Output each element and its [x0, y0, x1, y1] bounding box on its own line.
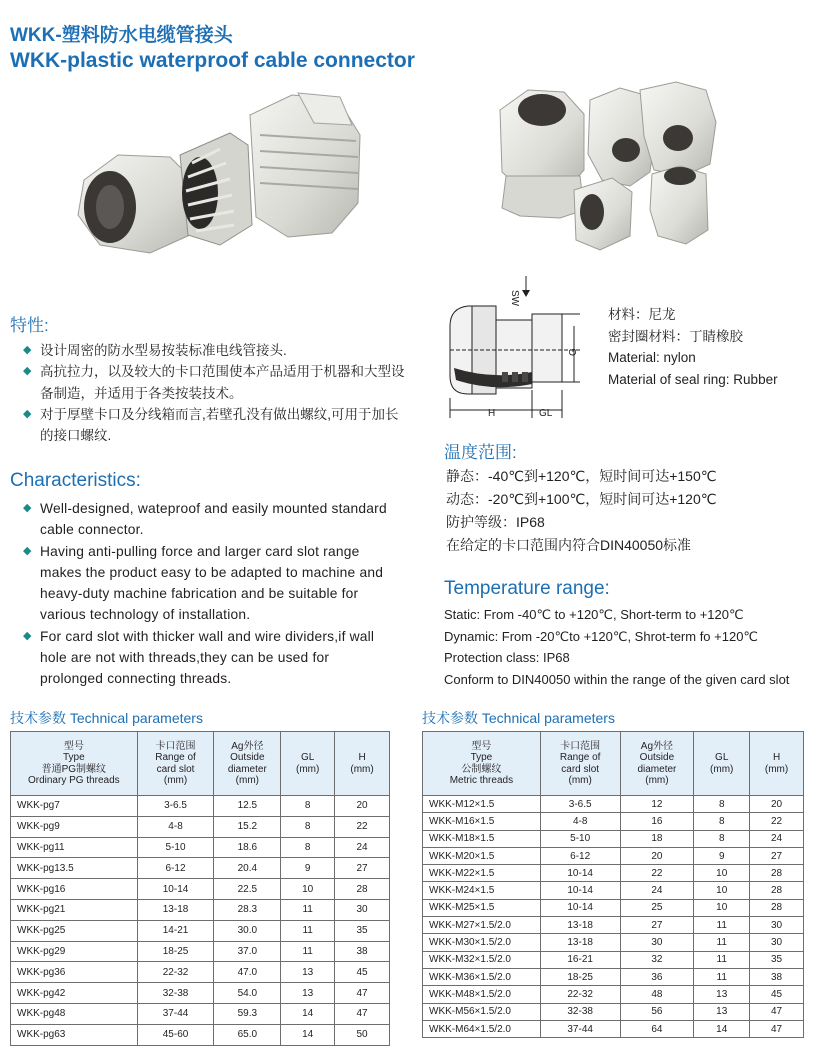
g-dimension-label: G [568, 348, 579, 356]
range-cell: 13-18 [540, 917, 620, 934]
outside-diameter-cell: 22.5 [214, 879, 281, 900]
material-block [608, 304, 778, 390]
h-cell: 47 [335, 1003, 390, 1024]
seal-material-cn: 密封圈材料：丁睛橡胶 [608, 328, 743, 344]
outside-diameter-cell: 25 [620, 899, 694, 916]
gl-cell: 13 [694, 986, 750, 1003]
gl-cell: 14 [281, 1003, 335, 1024]
gl-cell: 8 [694, 813, 750, 830]
outside-diameter-cell: 22 [620, 865, 694, 882]
range-cell: 37-44 [540, 1020, 620, 1037]
range-cell: 10-14 [137, 879, 214, 900]
table-row [423, 813, 804, 830]
table-row [11, 858, 390, 879]
table-row [423, 968, 804, 985]
title-en: WKK-plastic waterproof cable connector [10, 49, 415, 72]
h-cell: 24 [750, 830, 804, 847]
h-cell: 27 [750, 847, 804, 864]
range-cell: 22-32 [137, 962, 214, 983]
gl-cell: 14 [694, 1020, 750, 1037]
gl-cell: 11 [281, 899, 335, 920]
model-cell: WKK-pg16 [11, 879, 138, 900]
h-cell: 45 [750, 986, 804, 1003]
connector-small [650, 166, 708, 244]
gl-cell: 11 [694, 951, 750, 968]
temp-en-heading: Temperature range: [444, 578, 610, 599]
table-row [423, 951, 804, 968]
temp-cn-heading: 温度范围: [444, 443, 517, 462]
table-row [423, 934, 804, 951]
range-cell: 10-14 [540, 865, 620, 882]
feature-text: 设计周密的防水型易按装标准电线管接头. [40, 343, 287, 358]
h-cell: 38 [750, 968, 804, 985]
table-row [11, 1003, 390, 1024]
header-outside-diameter: Ag外径 Outside diameter (mm) [620, 732, 694, 796]
characteristics-list [18, 498, 390, 690]
list-item [18, 340, 418, 361]
h-cell: 38 [335, 941, 390, 962]
h-cell: 30 [335, 899, 390, 920]
table-row [11, 1024, 390, 1045]
table-row [423, 986, 804, 1003]
model-cell: WKK-pg42 [11, 983, 138, 1004]
right-table-title: 技术参数 Technical parameters [422, 710, 615, 726]
h-cell: 22 [335, 816, 390, 837]
diamond-bullet-icon: ◆ [23, 544, 32, 557]
h-cell: 30 [750, 917, 804, 934]
outside-diameter-cell: 12 [620, 796, 694, 813]
h-cell: 28 [335, 879, 390, 900]
characteristics-heading: Characteristics: [10, 470, 141, 491]
temp-en-line: Protection class: IP68 [444, 650, 570, 665]
range-cell: 22-32 [540, 986, 620, 1003]
model-cell: WKK-M24×1.5 [423, 882, 541, 899]
temp-cn-line: 防护等级：IP68 [446, 514, 545, 530]
table-row [423, 796, 804, 813]
table-row [423, 882, 804, 899]
h-cell: 20 [750, 796, 804, 813]
table-row [11, 920, 390, 941]
header-type: 型号 Type 公制螺纹 Metric threads [423, 732, 541, 796]
header-h: H (mm) [335, 732, 390, 796]
list-item [18, 361, 410, 404]
list-item [18, 404, 410, 447]
gl-cell: 14 [281, 1024, 335, 1045]
material-en: Material: nylon [608, 350, 696, 365]
h-cell: 28 [750, 899, 804, 916]
range-cell: 45-60 [137, 1024, 214, 1045]
model-cell: WKK-pg21 [11, 899, 138, 920]
connector-small-thread [574, 178, 632, 250]
table-row [423, 917, 804, 934]
diamond-bullet-icon: ◆ [23, 629, 32, 642]
range-cell: 4-8 [137, 816, 214, 837]
outside-diameter-cell: 20.4 [214, 858, 281, 879]
outside-diameter-cell: 54.0 [214, 983, 281, 1004]
material-cn: 材料：尼龙 [608, 307, 676, 322]
list-item [18, 498, 390, 541]
model-cell: WKK-pg36 [11, 962, 138, 983]
table-row [423, 830, 804, 847]
table-row [11, 879, 390, 900]
gl-cell: 10 [281, 879, 335, 900]
range-cell: 13-18 [540, 934, 620, 951]
table-row [11, 962, 390, 983]
table-row [11, 983, 390, 1004]
model-cell: WKK-pg25 [11, 920, 138, 941]
outside-diameter-cell: 15.2 [214, 816, 281, 837]
model-cell: WKK-M16×1.5 [423, 813, 541, 830]
range-cell: 18-25 [137, 941, 214, 962]
outside-diameter-cell: 32 [620, 951, 694, 968]
range-cell: 10-14 [540, 882, 620, 899]
range-cell: 6-12 [137, 858, 214, 879]
outside-diameter-cell: 20 [620, 847, 694, 864]
diamond-bullet-icon: ◆ [23, 365, 32, 378]
gl-cell: 10 [694, 899, 750, 916]
model-cell: WKK-M30×1.5/2.0 [423, 934, 541, 951]
outside-diameter-cell: 16 [620, 813, 694, 830]
model-cell: WKK-pg48 [11, 1003, 138, 1024]
gl-cell: 11 [694, 968, 750, 985]
model-cell: WKK-pg9 [11, 816, 138, 837]
outside-diameter-cell: 28.3 [214, 899, 281, 920]
header-h: H (mm) [750, 732, 804, 796]
outside-diameter-cell: 12.5 [214, 796, 281, 817]
temp-cn-block [446, 465, 716, 557]
h-cell: 24 [335, 837, 390, 858]
gl-cell: 9 [281, 858, 335, 879]
h-cell: 47 [750, 1020, 804, 1037]
model-cell: WKK-M22×1.5 [423, 865, 541, 882]
header-gl: GL (mm) [694, 732, 750, 796]
model-cell: WKK-M32×1.5/2.0 [423, 951, 541, 968]
h-cell: 35 [335, 920, 390, 941]
outside-diameter-cell: 48 [620, 986, 694, 1003]
range-cell: 37-44 [137, 1003, 214, 1024]
outside-diameter-cell: 36 [620, 968, 694, 985]
gl-cell: 11 [694, 917, 750, 934]
range-cell: 4-8 [540, 813, 620, 830]
table-row [423, 1003, 804, 1020]
outside-diameter-cell: 56 [620, 1003, 694, 1020]
h-cell: 27 [335, 858, 390, 879]
model-cell: WKK-pg63 [11, 1024, 138, 1045]
list-item [18, 626, 390, 690]
left-table-title: 技术参数 Technical parameters [10, 710, 203, 726]
range-cell: 16-21 [540, 951, 620, 968]
range-cell: 3-6.5 [540, 796, 620, 813]
gl-cell: 8 [281, 816, 335, 837]
temp-cn-line: 在给定的卡口范围内符合DIN40050标准 [446, 537, 692, 553]
model-cell: WKK-M64×1.5/2.0 [423, 1020, 541, 1037]
gl-cell: 13 [281, 962, 335, 983]
list-item [18, 541, 390, 626]
outside-diameter-cell: 27 [620, 917, 694, 934]
header-range: 卡口范围 Range of card slot (mm) [137, 732, 214, 796]
h-cell: 28 [750, 882, 804, 899]
diamond-bullet-icon: ◆ [23, 344, 32, 356]
table-row [11, 837, 390, 858]
range-cell: 32-38 [137, 983, 214, 1004]
table-row [11, 899, 390, 920]
feature-text: 高抗拉力，以及较大的卡口范围使本产品适用于机器和大型设备制造，并适用于各类按装技术。 [40, 364, 405, 401]
h-cell: 30 [750, 934, 804, 951]
outside-diameter-cell: 59.3 [214, 1003, 281, 1024]
outside-diameter-cell: 47.0 [214, 962, 281, 983]
characteristic-text: For card slot with thicker wall and wire dividers,if wall hole are not with threads,they can be used for prolonged connecting threads. [40, 628, 375, 687]
temp-en-line: Static: From -40℃ to +120℃, Short-term to +120℃ [444, 607, 744, 622]
model-cell: WKK-pg29 [11, 941, 138, 962]
model-cell: WKK-pg7 [11, 796, 138, 817]
range-cell: 3-6.5 [137, 796, 214, 817]
range-cell: 13-18 [137, 899, 214, 920]
model-cell: WKK-M27×1.5/2.0 [423, 917, 541, 934]
product-photo-group [480, 80, 760, 255]
model-cell: WKK-M20×1.5 [423, 847, 541, 864]
gl-cell: 11 [694, 934, 750, 951]
sw-arrow-icon [522, 290, 530, 297]
range-cell: 5-10 [137, 837, 214, 858]
temp-en-block [444, 604, 789, 690]
gl-cell: 8 [694, 830, 750, 847]
h-cell: 45 [335, 962, 390, 983]
outside-diameter-cell: 65.0 [214, 1024, 281, 1045]
range-cell: 6-12 [540, 847, 620, 864]
model-cell: WKK-M56×1.5/2.0 [423, 1003, 541, 1020]
model-cell: WKK-M12×1.5 [423, 796, 541, 813]
outside-diameter-cell: 24 [620, 882, 694, 899]
h-dimension-label: H [488, 408, 496, 419]
temp-cn-line: 动态：-20℃到+100℃，短时间可达+120℃ [446, 491, 717, 507]
h-cell: 47 [750, 1003, 804, 1020]
gl-cell: 8 [281, 837, 335, 858]
features-cn-list [18, 340, 418, 446]
features-cn-heading: 特性: [10, 316, 49, 335]
gl-cell: 10 [694, 882, 750, 899]
connector-body-part [250, 93, 360, 237]
h-cell: 28 [750, 865, 804, 882]
cap-nut-part [78, 155, 198, 253]
outside-diameter-cell: 64 [620, 1020, 694, 1037]
sw-label: SW [509, 290, 520, 307]
outside-diameter-cell: 18 [620, 830, 694, 847]
title-cn: WKK-塑料防水电缆管接头 [10, 25, 233, 46]
gl-cell: 9 [694, 847, 750, 864]
model-cell: WKK-M25×1.5 [423, 899, 541, 916]
h-cell: 22 [750, 813, 804, 830]
product-photo-exploded [70, 85, 370, 255]
model-cell: WKK-pg13.5 [11, 858, 138, 879]
header-type: 型号 Type 普通PG制螺纹 Ordinary PG threads [11, 732, 138, 796]
model-cell: WKK-pg11 [11, 837, 138, 858]
table-row [11, 941, 390, 962]
diamond-bullet-icon: ◆ [23, 407, 32, 420]
gl-cell: 8 [281, 796, 335, 817]
header-outside-diameter: Ag外径 Outside diameter (mm) [214, 732, 281, 796]
temp-en-line: Conform to DIN40050 within the range of the given card slot [444, 671, 790, 687]
temp-cn-line: 静态：-40℃到+120℃，短时间可达+150℃ [446, 468, 717, 484]
h-cell: 50 [335, 1024, 390, 1045]
gl-dimension-label: GL [539, 408, 553, 419]
model-cell: WKK-M36×1.5/2.0 [423, 968, 541, 985]
temp-en-line: Dynamic: From -20℃to +120℃, Shrot-term fo +120℃ [444, 628, 759, 644]
outside-diameter-cell: 18.6 [214, 837, 281, 858]
left-parameter-table [10, 731, 390, 1046]
outside-diameter-cell: 30.0 [214, 920, 281, 941]
range-cell: 18-25 [540, 968, 620, 985]
h-cell: 20 [335, 796, 390, 817]
gl-cell: 13 [281, 983, 335, 1004]
h-cell: 47 [335, 983, 390, 1004]
characteristic-text: Well-designed, wateproof and easily mounted standard cable connector. [40, 501, 387, 538]
outside-diameter-cell: 30 [620, 934, 694, 951]
range-cell: 14-21 [137, 920, 214, 941]
technical-drawing [432, 268, 602, 428]
table-row [11, 816, 390, 837]
gl-cell: 11 [281, 941, 335, 962]
model-cell: WKK-M48×1.5/2.0 [423, 986, 541, 1003]
seal-material-en: Material of seal ring: Rubber [608, 371, 778, 387]
table-row [423, 847, 804, 864]
table-row [11, 796, 390, 817]
right-parameter-table [422, 731, 804, 1038]
outside-diameter-cell: 37.0 [214, 941, 281, 962]
connector-large [500, 90, 584, 218]
feature-text: 对于厚壁卡口及分线箱而言,若壁孔没有做出螺纹,可用于加长的接口螺纹. [40, 406, 399, 444]
range-cell: 10-14 [540, 899, 620, 916]
table-row [423, 899, 804, 916]
diamond-bullet-icon: ◆ [23, 502, 32, 514]
range-cell: 32-38 [540, 1003, 620, 1020]
gl-cell: 11 [281, 920, 335, 941]
seal-insert-part [180, 133, 252, 245]
range-cell: 5-10 [540, 830, 620, 847]
model-cell: WKK-M18×1.5 [423, 830, 541, 847]
table-row [423, 865, 804, 882]
connector-medium-2 [640, 82, 716, 176]
gl-cell: 10 [694, 865, 750, 882]
table-row [423, 1020, 804, 1037]
h-cell: 35 [750, 951, 804, 968]
gl-cell: 13 [694, 1003, 750, 1020]
gl-cell: 8 [694, 796, 750, 813]
header-gl: GL (mm) [281, 732, 335, 796]
characteristic-text: Having anti-pulling force and larger card slot range makes the product easy to be adapted to machine and heavy-duty machine fabrication and be suitable for various technology of installation. [40, 543, 384, 623]
header-range: 卡口范围 Range of card slot (mm) [540, 732, 620, 796]
